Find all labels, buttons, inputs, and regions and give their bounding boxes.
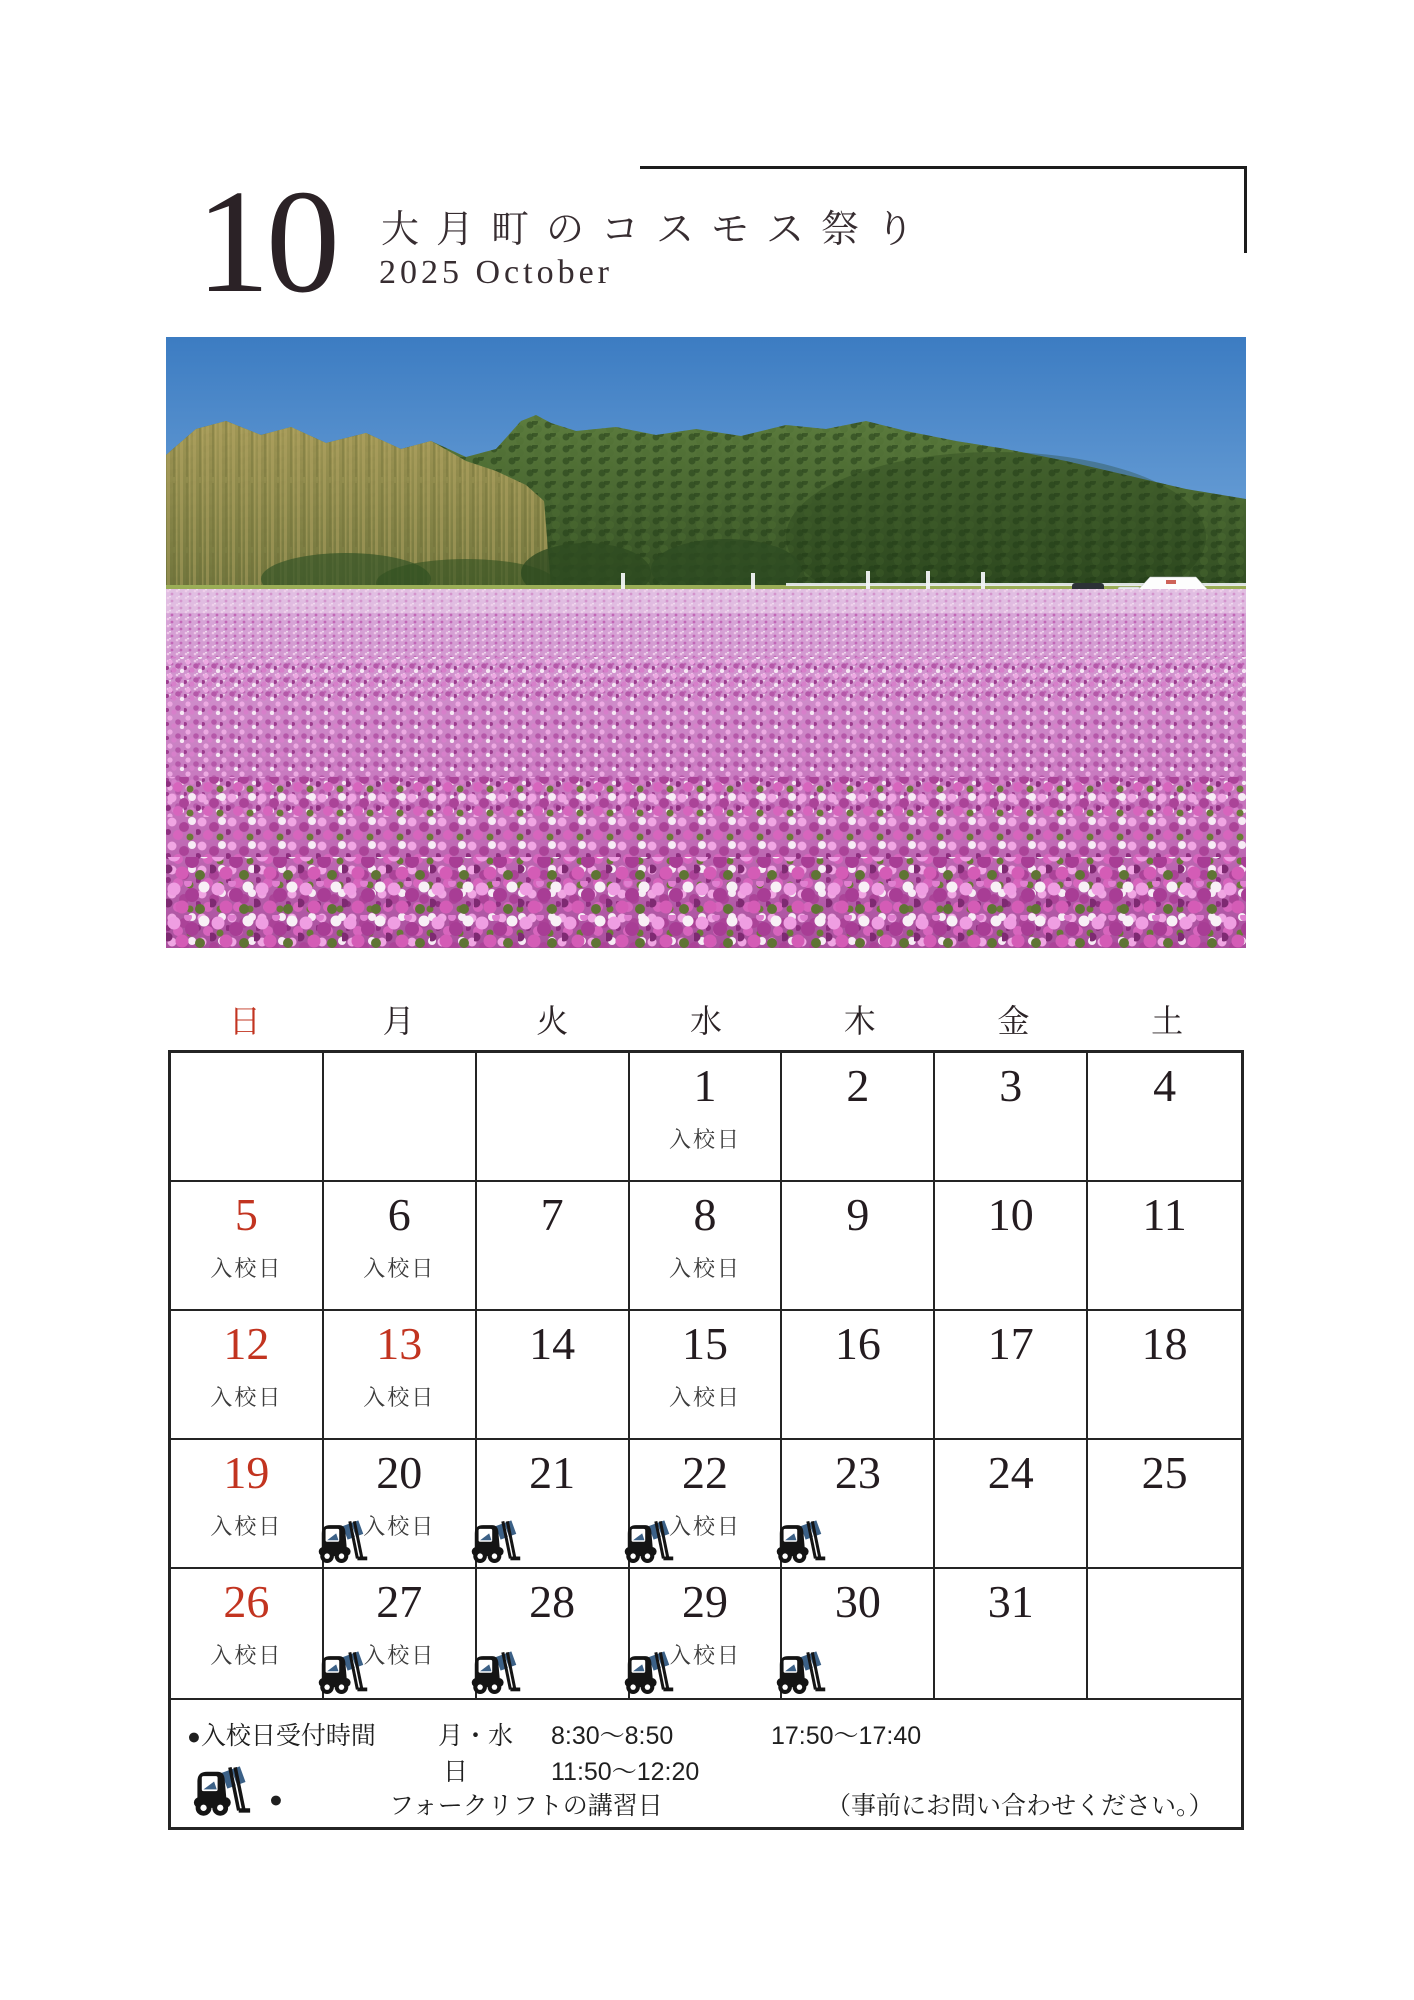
day-number: 13 (376, 1318, 423, 1369)
day-number: 1 (693, 1060, 717, 1111)
admission-day-label: 入校日 (668, 1127, 741, 1153)
forklift-icon (624, 1651, 674, 1696)
day-number: 15 (681, 1318, 728, 1369)
forklift-icon (776, 1651, 826, 1696)
bullet-icon: ● (187, 1723, 201, 1749)
sunday-time: 11:50〜12:20 (551, 1758, 700, 1786)
admission-day-label: 入校日 (668, 1385, 741, 1411)
calendar-cell (935, 1440, 1088, 1569)
forklift-icon (624, 1520, 674, 1565)
calendar-cell (1088, 1182, 1241, 1311)
weekday-sat: 土 (1151, 1003, 1184, 1039)
calendar-cell (782, 1053, 935, 1182)
day-number: 12 (223, 1318, 270, 1369)
day-number: 31 (987, 1576, 1034, 1627)
calendar-cell (782, 1311, 935, 1440)
day-number: 2 (846, 1060, 870, 1111)
calendar-cell (782, 1569, 935, 1698)
weekday-sun: 日 (228, 1003, 261, 1039)
admission-day-label: 入校日 (210, 1514, 283, 1540)
day-number: 30 (834, 1576, 881, 1627)
forklift-icon (318, 1520, 368, 1565)
admission-day-label: 入校日 (210, 1643, 283, 1669)
day-number: 5 (234, 1189, 258, 1240)
calendar-cell (171, 1182, 324, 1311)
admission-day-label: 入校日 (363, 1514, 436, 1540)
day-number: 23 (834, 1447, 881, 1498)
calendar-cell (630, 1053, 783, 1182)
calendar-grid (168, 1050, 1244, 1698)
day-number: 7 (540, 1189, 564, 1240)
forklift-icon (471, 1520, 521, 1565)
calendar-cell (630, 1569, 783, 1698)
calendar-cell (477, 1053, 630, 1182)
day-number: 8 (693, 1189, 717, 1240)
day-number: 28 (529, 1576, 576, 1627)
day-number: 3 (999, 1060, 1023, 1111)
admission-day-label: 入校日 (668, 1514, 741, 1540)
calendar-cell (477, 1311, 630, 1440)
admission-day-label: 入校日 (363, 1256, 436, 1282)
reception-time-label: ●入校日受付時間 (187, 1722, 376, 1750)
calendar-cell (171, 1053, 324, 1182)
calendar-cell (782, 1440, 935, 1569)
admission-day-label: 入校日 (363, 1385, 436, 1411)
calendar-cell (324, 1440, 477, 1569)
day-number: 19 (223, 1447, 270, 1498)
weekday-wed: 水 (690, 1003, 723, 1039)
day-number: 20 (376, 1447, 423, 1498)
mon-wed-label: 月・水 (438, 1722, 514, 1750)
calendar-cell (630, 1182, 783, 1311)
calendar-cell (935, 1053, 1088, 1182)
month-number: 10 (196, 160, 336, 324)
day-number: 4 (1153, 1060, 1177, 1111)
page-subtitle: 2025 October (379, 254, 614, 291)
day-number: 11 (1142, 1189, 1187, 1240)
calendar-cell (324, 1569, 477, 1698)
day-number: 6 (387, 1189, 411, 1240)
day-number: 27 (376, 1576, 423, 1627)
day-number: 25 (1141, 1447, 1188, 1498)
day-number: 10 (987, 1189, 1034, 1240)
forklift-course-note: （事前にお問い合わせください。） (826, 1792, 1214, 1820)
weekday-tue: 火 (536, 1003, 569, 1039)
calendar-cell (1088, 1053, 1241, 1182)
admission-day-label: 入校日 (210, 1256, 283, 1282)
day-number: 22 (681, 1447, 728, 1498)
calendar-cell (630, 1311, 783, 1440)
calendar-cell (324, 1311, 477, 1440)
forklift-icon (318, 1651, 368, 1696)
admission-day-label: 入校日 (363, 1643, 436, 1669)
calendar-cell (782, 1182, 935, 1311)
forklift-icon (193, 1766, 251, 1818)
calendar-cell (1088, 1569, 1241, 1698)
weekday-mon: 月 (382, 1003, 415, 1039)
day-number: 29 (681, 1576, 728, 1627)
day-number: 9 (846, 1189, 870, 1240)
notes-box (168, 1698, 1244, 1830)
cosmos-field-photo (166, 337, 1246, 948)
calendar-cell (171, 1569, 324, 1698)
weekday-header-row (168, 996, 1244, 1042)
day-number: 21 (529, 1447, 576, 1498)
calendar-cell (477, 1569, 630, 1698)
calendar-cell (935, 1311, 1088, 1440)
corner-bracket-decoration (640, 166, 1247, 253)
calendar-cell (630, 1440, 783, 1569)
calendar-cell (477, 1182, 630, 1311)
calendar-cell (171, 1440, 324, 1569)
calendar-cell (477, 1440, 630, 1569)
calendar-cell (935, 1182, 1088, 1311)
sunday-label: 日 (443, 1758, 469, 1786)
calendar-cell (324, 1053, 477, 1182)
forklift-icon (776, 1520, 826, 1565)
day-number: 16 (834, 1318, 881, 1369)
day-number: 18 (1141, 1318, 1188, 1369)
admission-day-label: 入校日 (668, 1643, 741, 1669)
calendar-cell (324, 1182, 477, 1311)
mon-wed-time-2: 17:50〜17:40 (771, 1722, 922, 1750)
calendar-cell (1088, 1440, 1241, 1569)
calendar-cell (1088, 1311, 1241, 1440)
day-number: 14 (529, 1318, 576, 1369)
bullet-icon: ● (269, 1786, 283, 1812)
day-number: 26 (223, 1576, 270, 1627)
calendar-cell (171, 1311, 324, 1440)
mon-wed-time-1: 8:30〜8:50 (551, 1722, 674, 1750)
admission-day-label: 入校日 (210, 1385, 283, 1411)
day-number: 17 (987, 1318, 1034, 1369)
page-title: 大月町のコスモス祭り (381, 209, 932, 251)
forklift-icon (471, 1651, 521, 1696)
weekday-thu: 木 (843, 1003, 876, 1039)
calendar-cell (935, 1569, 1088, 1698)
admission-day-label: 入校日 (668, 1256, 741, 1282)
weekday-fri: 金 (997, 1003, 1030, 1039)
day-number: 24 (987, 1447, 1034, 1498)
forklift-course-label: フォークリフトの講習日 (389, 1792, 663, 1820)
